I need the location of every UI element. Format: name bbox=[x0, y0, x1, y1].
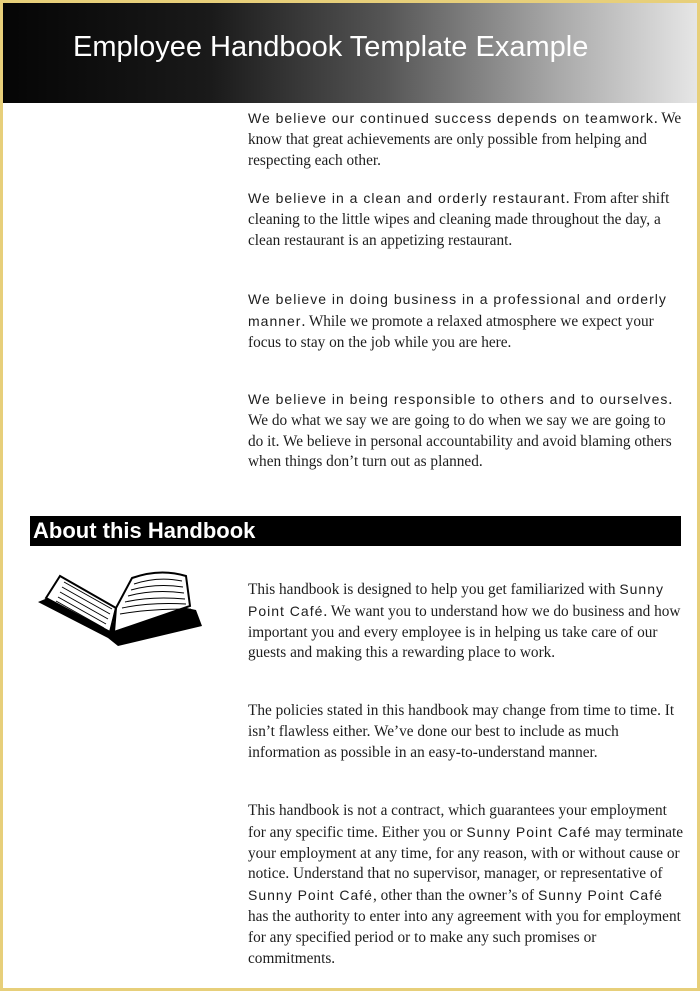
values-lead: We believe in doing business in a professional and orderly manner bbox=[248, 291, 667, 329]
about-text: has the authority to enter into any agreement with you for employment for any specified period or to make any such promises or commitments. bbox=[248, 907, 681, 967]
values-paragraph-1 bbox=[248, 108, 684, 171]
values-lead: We believe our continued success depends on teamwork bbox=[248, 110, 654, 126]
section-title: About this Handbook bbox=[33, 518, 256, 543]
values-paragraph-4 bbox=[248, 389, 684, 473]
about-paragraph-2 bbox=[248, 701, 684, 763]
company-name: Sunny Point Café bbox=[248, 581, 665, 619]
open-book-icon bbox=[36, 568, 204, 650]
about-text: The policies stated in this handbook may change from time to time. It isn’t flawless either. We’ve done our best to include as much information as possible in an easy-to-understand manner. bbox=[248, 702, 675, 761]
page-title: Employee Handbook Template Example bbox=[73, 31, 589, 63]
values-text: . We do what we say we are going to do when we say we are going to do it. We believe in personal accountability and avoid blaming others when things don’t turn out as planned. bbox=[248, 391, 673, 471]
company-name: Sunny Point Café bbox=[248, 887, 373, 904]
values-text: . From after shift cleaning to the little wipes and cleaning made throughout the day, a clean restaurant is an appetizing restaurant. bbox=[248, 190, 670, 249]
values-lead: We believe in being responsible to others and to ourselves bbox=[248, 391, 669, 407]
values-paragraph-3 bbox=[248, 289, 684, 353]
about-text: This handbook is not a contract, which guarantees your employment for any specific time. Either you or bbox=[248, 802, 667, 841]
section-header bbox=[30, 516, 681, 546]
values-text: . While we promote a relaxed atmosphere we expect your focus to stay on the job while you are here. bbox=[248, 312, 654, 351]
about-paragraph-3 bbox=[248, 801, 684, 969]
about-paragraph-1 bbox=[248, 579, 684, 664]
about-text: This handbook is designed to help you get familiarized with bbox=[248, 581, 620, 598]
company-name: Sunny Point Café bbox=[537, 887, 663, 904]
values-paragraph-2 bbox=[248, 188, 684, 251]
company-name: Sunny Point Café bbox=[466, 823, 592, 840]
values-lead: We believe in a clean and orderly restaurant bbox=[248, 190, 566, 206]
about-text: . We want you to understand how we do business and how important you and every employee is in helping us take care of our guests and making this a rewarding place to work. bbox=[248, 602, 681, 662]
about-text: , other than the owner’s of bbox=[372, 887, 538, 905]
values-text: . We know that great achievements are only possible from helping and respecting each other. bbox=[248, 110, 682, 169]
about-text: may terminate your employment at any time, for any reason, with or without cause or notice. Understand that no supervisor, manager, or representative of bbox=[248, 823, 684, 883]
header-banner bbox=[3, 3, 697, 103]
